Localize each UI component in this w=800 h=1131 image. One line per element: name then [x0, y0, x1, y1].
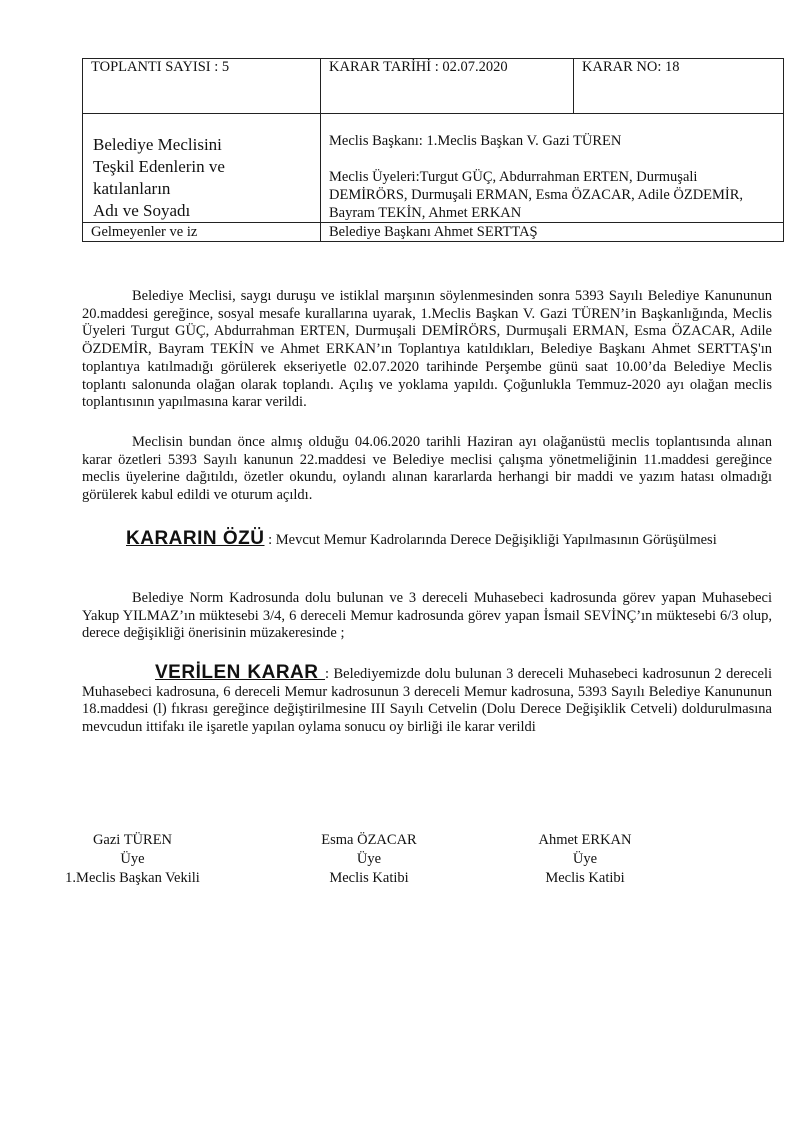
- attendees-label-line: Adı ve Soyadı: [93, 201, 191, 220]
- decision-summary-text: : Mevcut Memur Kadrolarında Derece Değişikliği Yapılmasının Görüşülmesi: [264, 532, 717, 548]
- signature-block: [65, 831, 200, 888]
- signature-block: [520, 831, 650, 888]
- council-members: Meclis Üyeleri:Turgut GÜÇ, Abdurrahman ERTEN, Durmuşali DEMİRÖRS, Durmuşali ERMAN, Esma ÖZACAR, Adile ÖZDEMİR, Bayram TEKİN, Ahmet ERKAN: [329, 169, 744, 221]
- signatory-title: Meclis Katibi: [329, 870, 409, 886]
- attendees-label-line: Teşkil Edenlerin ve: [93, 157, 225, 176]
- signatory-name: Esma ÖZACAR: [321, 832, 417, 848]
- meeting-number: TOPLANTI SAYISI : 5: [91, 59, 230, 75]
- absent-value: Belediye Başkanı Ahmet SERTTAŞ: [329, 224, 538, 240]
- signatory-name: Gazi TÜREN: [92, 832, 173, 848]
- signatory-role: Üye: [356, 851, 382, 867]
- decision-date: KARAR TARİHİ : 02.07.2020: [329, 59, 508, 75]
- minutes-paragraph: Meclisin bundan önce almış olduğu 04.06.2020 tarihli Haziran ayı olağanüstü meclis toplantısında alınan karar özetleri 5393 Sayılı kanunun 22.maddesi ve Belediye meclisi çalışma yönetmeliğinin 11.maddesi gereğince meclis üyelerine dağıtıldı, özetler okundu, oylandı alınan kararlarda herhangi bir maddi ve yazım hatası olmadığı görülerek kabul edildi ve oturum açıldı.: [82, 434, 772, 504]
- signature-block: [304, 831, 434, 888]
- opening-paragraph: Belediye Meclisi, saygı duruşu ve istiklal marşının söylenmesinden sonra 5393 Sayılı Belediye Kanununun 20.maddesi gereğince, sosyal mesafe kurallarına uyarak, 1.Meclis Başkan V. Gazi TÜREN’in Başkanlığında, Meclis Üyeleri Turgut GÜÇ, Abdurrahman ERTEN, Durmuşali DEMİRÖRS, Durmuşali ERMAN, Esma ÖZACAR, Adile ÖZDEMİR, Bayram TEKİN ve Ahmet ERKAN’ın Toplantıya katıldıkları, Belediye Başkanı Ahmet SERTTAŞ'ın toplantıya katılmadığı görülerek ekseriyetle 02.07.2020 tarihinde Perşembe günü saat 10.00’da Belediye Meclis toplantı salonunda olağan olarak toplandı. Açılış ve yoklama yapıldı. Çoğunlukla Temmuz-2020 ayı olağan meclis toplantısının yapılmasına karar verildi.: [82, 288, 772, 411]
- signatory-role: Üye: [120, 851, 145, 867]
- attendees-label-line: Belediye Meclisini: [93, 135, 222, 154]
- signatory-title: 1.Meclis Başkan Vekili: [65, 870, 200, 886]
- attendees-label-line: katılanların: [93, 179, 171, 198]
- signatory-name: Ahmet ERKAN: [538, 832, 632, 848]
- signatory-title: Meclis Katibi: [545, 870, 625, 886]
- decision-date-cell: [321, 59, 574, 114]
- absent-value-cell: [321, 223, 784, 242]
- decision: [82, 664, 772, 737]
- decision-heading: VERİLEN KARAR: [155, 662, 326, 683]
- header-table: [82, 58, 784, 242]
- decision-number: KARAR NO: 18: [582, 59, 680, 75]
- proposal-paragraph: Belediye Norm Kadrosunda dolu bulunan ve 3 dereceli Muhasebeci kadrosunda görev yapan Muhasebeci Yakup YILMAZ’ın müktesebi 3/4, 6 dereceli Memur kadrosunda görev yapan İsmail SEVİNÇ’ın müktesebi 6/3 olup, derece değişikliği önerisinin müzakeresinde ;: [82, 590, 772, 642]
- council-chair: Meclis Başkanı: 1.Meclis Başkan V. Gazi TÜREN: [329, 133, 622, 149]
- decision-summary: [82, 530, 772, 550]
- decision-text: : Belediyemizde dolu bulunan 3 dereceli Muhasebeci kadrosunun 2 dereceli Muhasebeci kadrosuna, 6 dereceli Memur kadrosunun 3 dereceli Memur kadrosuna, 5393 Sayılı Belediye Kanununun 18.maddesi (l) fıkrası gereğince değiştirilmesine III Sayılı Cetvelin (Dolu Derece Değişiklik Cetveli) doldurulmasına mevcudun ittifakı ile işaretle yapılan oylama sonucu oy birliği ile karar verildi: [82, 666, 772, 736]
- attendees-cell: [321, 114, 784, 223]
- decision-summary-heading: KARARIN ÖZÜ: [126, 528, 265, 549]
- meeting-number-cell: [83, 59, 321, 114]
- attendees-label-cell: [83, 114, 321, 223]
- signatory-role: Üye: [572, 851, 598, 867]
- absent-label-cell: [83, 223, 321, 242]
- decision-number-cell: [574, 59, 784, 114]
- absent-label: Gelmeyenler ve iz: [91, 224, 198, 240]
